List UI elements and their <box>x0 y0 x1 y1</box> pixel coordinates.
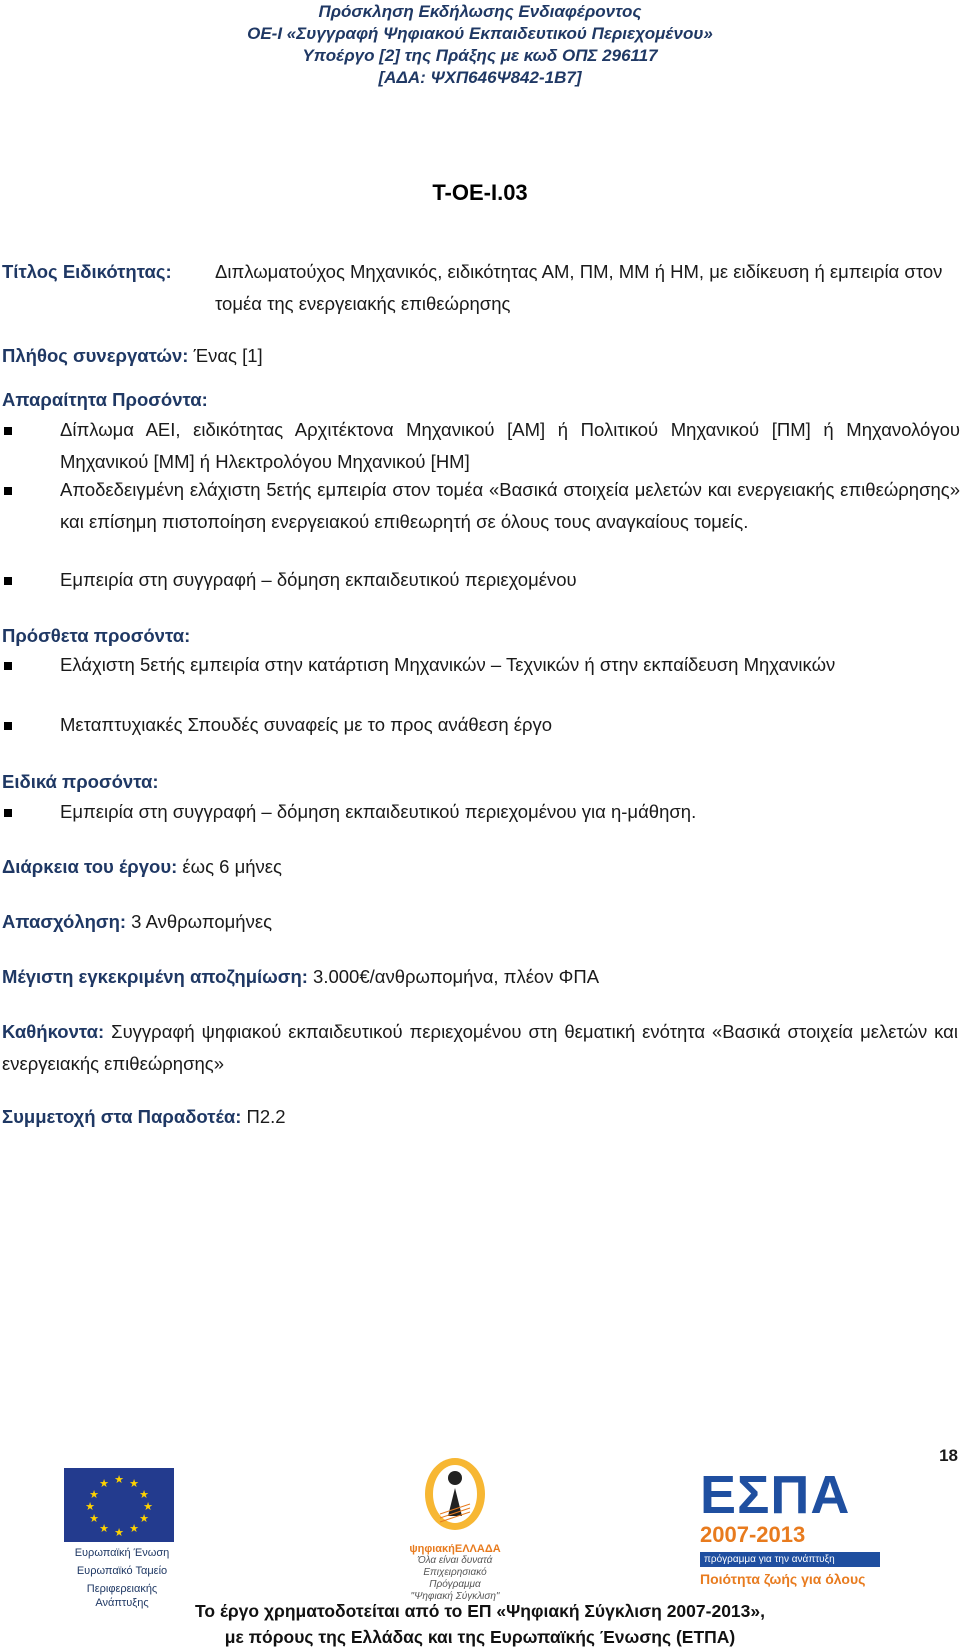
partners-row <box>2 340 263 372</box>
duration-row <box>2 851 282 883</box>
bullet-icon <box>4 662 12 670</box>
eu-caption-2: Ευρωπαϊκό Ταμείο <box>76 1565 168 1577</box>
espa-logo <box>700 1465 880 1587</box>
bullet-icon <box>4 487 12 495</box>
required-item-2: Αποδεδειγμένη ελάχιστη 5ετής εμπειρία στον τομέα «Βασικά στοιχεία μελετών και ενεργειακής επιθεώρησης» και επίσημη πιστοποίηση ενεργειακού επιθεωρητή σε όλους τους αναγκαίους τομείς. <box>60 479 960 532</box>
svg-text:★: ★ <box>89 1512 99 1525</box>
digital-greece-caption-3: "Ψηφιακή Σύγκλιση" <box>410 1591 500 1602</box>
bullet-icon <box>4 427 12 435</box>
required-heading: Απαραίτητα Προσόντα: <box>2 389 208 410</box>
duties-value: Συγγραφή ψηφιακού εκπαιδευτικού περιεχομένου στη θεματική ενότητα «Βασικά στοιχεία μελετών και ενεργειακής επιθεώρησης» <box>2 1021 958 1074</box>
deliverables-label: Συμμετοχή στα Παραδοτέα: <box>2 1106 242 1127</box>
bullet-icon <box>4 809 12 817</box>
duties-label: Καθήκοντα: <box>2 1021 105 1042</box>
eu-caption-3: Περιφερειακής Ανάπτυξης <box>86 1583 158 1609</box>
header-line-3: Υποέργο [2] της Πράξης με κωδ ΟΠΣ 296117 <box>302 46 658 65</box>
additional-item-1: Ελάχιστη 5ετής εμπειρία στην κατάρτιση Μηχανικών – Τεχνικών ή στην εκπαίδευση Μηχανικών <box>60 654 836 675</box>
header-line-2: ΟΕ-Ι «Συγγραφή Ψηφιακού Εκπαιδευτικού Περιεχομένου» <box>247 24 713 43</box>
espa-years: 2007-2013 <box>700 1522 806 1547</box>
header-line-4: [ΑΔΑ: ΨΧΠ646Ψ842-1Β7] <box>378 68 582 87</box>
svg-text:★: ★ <box>139 1512 149 1525</box>
svg-text:★: ★ <box>129 1477 139 1490</box>
digital-greece-name: ψηφιακήΕΛΛΑΔΑ <box>409 1543 501 1555</box>
svg-text:★: ★ <box>85 1500 95 1513</box>
svg-text:★: ★ <box>89 1488 99 1501</box>
svg-text:★: ★ <box>99 1477 109 1490</box>
svg-text:★: ★ <box>114 1473 124 1486</box>
employment-row <box>2 906 272 938</box>
bullet-icon <box>4 577 12 585</box>
svg-text:★: ★ <box>143 1500 153 1513</box>
special-heading: Ειδικά προσόντα: <box>2 771 159 792</box>
duration-label: Διάρκεια του έργου: <box>2 856 178 877</box>
header-line-1: Πρόσκληση Εκδήλωσης Ενδιαφέροντος <box>318 2 642 21</box>
svg-text:★: ★ <box>99 1522 109 1535</box>
svg-text:★: ★ <box>114 1526 124 1539</box>
espa-bar: πρόγραμμα για την ανάπτυξη <box>700 1552 880 1567</box>
digital-greece-caption-1: Όλα είναι δυνατά <box>417 1555 493 1566</box>
eu-logo <box>62 1468 182 1610</box>
logos-strip <box>0 1448 940 1609</box>
deliverables-row <box>2 1101 286 1133</box>
compensation-value: 3.000€/ανθρωπομήνα, πλέον ΦΠΑ <box>307 966 600 987</box>
position-code: Τ-ΟΕ-Ι.03 <box>432 180 528 205</box>
espa-subtitle: Ποιότητα ζωής για όλους <box>700 1571 866 1587</box>
duties-row <box>2 1016 958 1080</box>
employment-value: 3 Ανθρωπομήνες <box>126 911 272 932</box>
svg-text:★: ★ <box>129 1522 139 1535</box>
additional-item-2: Μεταπτυχιακές Σπουδές συναφείς με το προς ανάθεση έργο <box>60 714 553 735</box>
duration-value: έως 6 μήνες <box>177 856 282 877</box>
compensation-label: Μέγιστη εγκεκριμένη αποζημίωση: <box>2 966 308 987</box>
eu-flag-icon <box>64 1468 174 1542</box>
page-number: 18 <box>939 1446 958 1465</box>
bullet-icon <box>4 722 12 730</box>
specialty-value: Διπλωματούχος Μηχανικός, ειδικότητας ΑΜ, ΠΜ, ΜΜ ή ΗΜ, με ειδίκευση ή εμπειρία στον τομέα της ενεργειακής επιθεώρησης <box>215 261 943 314</box>
digital-greece-logo <box>400 1456 510 1603</box>
footer-line-2: με πόρους της Ελλάδας και της Ευρωπαϊκής Ένωσης (ΕΤΠΑ) <box>224 1627 736 1647</box>
eu-caption-1: Ευρωπαϊκή Ένωση <box>74 1547 170 1559</box>
additional-heading: Πρόσθετα προσόντα: <box>2 625 191 646</box>
svg-text:★: ★ <box>139 1488 149 1501</box>
digital-greece-emblem-icon <box>410 1456 500 1538</box>
compensation-row <box>2 961 599 993</box>
partners-label: Πλήθος συνεργατών: <box>2 345 189 366</box>
partners-value: Ένας [1] <box>188 345 263 366</box>
required-item-3: Εμπειρία στη συγγραφή – δόμηση εκπαιδευτικού περιεχομένου <box>60 569 577 590</box>
deliverables-value: Π2.2 <box>241 1106 286 1127</box>
required-item-1: Δίπλωμα ΑΕΙ, ειδικότητας Αρχιτέκτονα Μηχανικού [ΑΜ] ή Πολιτικού Μηχανικού [ΠΜ] ή Μηχανολόγου Μηχανικού [ΜΜ] ή Ηλεκτρολόγου Μηχανικού [ΗΜ] <box>60 419 960 472</box>
espa-title: ΕΣΠΑ <box>700 1465 851 1525</box>
employment-label: Απασχόληση: <box>2 911 127 932</box>
special-item-1: Εμπειρία στη συγγραφή – δόμηση εκπαιδευτικού περιεχομένου για η-μάθηση. <box>60 801 697 822</box>
specialty-label: Τίτλος Ειδικότητας: <box>2 261 172 282</box>
footer-line-1: Το έργο χρηματοδοτείται από το ΕΠ «Ψηφιακή Σύγκλιση 2007-2013», <box>195 1601 765 1621</box>
digital-greece-caption-2: Επιχειρησιακό Πρόγραμμα <box>423 1567 487 1590</box>
